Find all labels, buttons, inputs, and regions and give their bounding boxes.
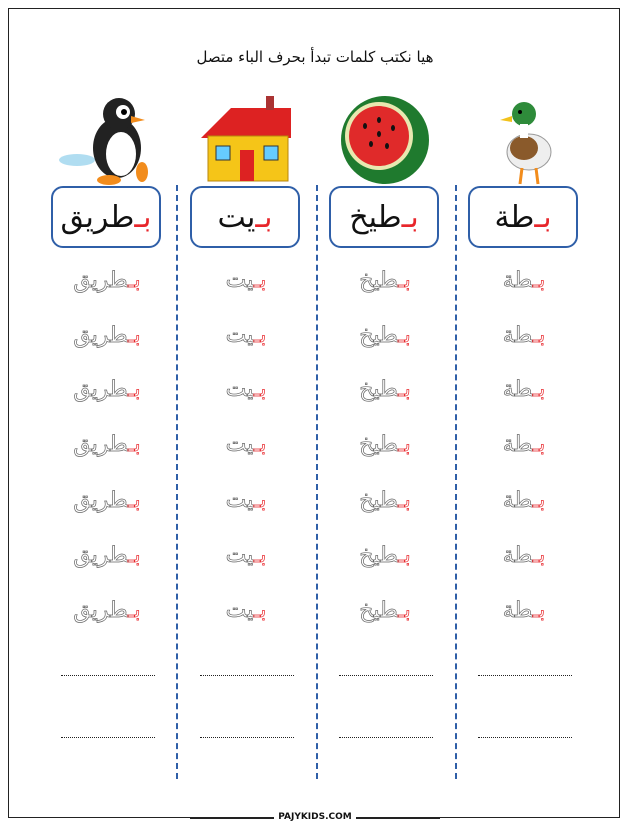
first-letter: بـ xyxy=(134,199,152,235)
trace-word[interactable]: بـيت xyxy=(225,432,267,457)
writing-line[interactable] xyxy=(61,675,155,676)
trace-word[interactable]: بـطيخ xyxy=(359,268,411,293)
first-letter: بـ xyxy=(534,199,552,235)
trace-word[interactable]: بـطة xyxy=(502,488,546,513)
trace-word[interactable]: بـطيخ xyxy=(359,323,411,348)
word-card xyxy=(468,186,578,248)
writing-line[interactable] xyxy=(200,675,294,676)
word-rest: طريق xyxy=(60,199,135,235)
trace-word[interactable]: بـطريق xyxy=(73,488,141,513)
trace-word[interactable]: بـطيخ xyxy=(359,543,411,568)
watermelon-image xyxy=(335,88,435,188)
writing-line[interactable] xyxy=(478,737,572,738)
trace-word[interactable]: بـيت xyxy=(225,323,267,348)
trace-word[interactable]: بـطة xyxy=(502,268,546,293)
house-image xyxy=(196,88,296,188)
trace-word[interactable]: بـطة xyxy=(502,543,546,568)
trace-word[interactable]: بـيت xyxy=(225,543,267,568)
trace-word[interactable]: بـطريق xyxy=(73,268,141,293)
word-card xyxy=(51,186,161,248)
duck-image xyxy=(474,88,574,188)
trace-word[interactable]: بـطة xyxy=(502,432,546,457)
trace-word[interactable]: بـطيخ xyxy=(359,598,411,623)
trace-word[interactable]: بـطريق xyxy=(73,323,141,348)
trace-word[interactable]: بـطيخ xyxy=(359,377,411,402)
word-rest: طيخ xyxy=(349,199,402,235)
trace-word[interactable]: بـطريق xyxy=(73,432,141,457)
word-card xyxy=(190,186,300,248)
penguin-image xyxy=(57,88,157,188)
trace-word[interactable]: بـيت xyxy=(225,488,267,513)
first-letter: بـ xyxy=(401,199,419,235)
worksheet-title: هيا نكتب كلمات تبدأ بحرف الباء متصل xyxy=(196,48,434,66)
trace-word[interactable]: بـطة xyxy=(502,598,546,623)
writing-line[interactable] xyxy=(200,737,294,738)
trace-word[interactable]: بـيت xyxy=(225,377,267,402)
trace-word[interactable]: بـطيخ xyxy=(359,432,411,457)
writing-line[interactable] xyxy=(478,675,572,676)
word-card xyxy=(329,186,439,248)
trace-word[interactable]: بـطة xyxy=(502,323,546,348)
writing-line[interactable] xyxy=(339,675,433,676)
word-rest: طة xyxy=(494,199,535,235)
column-divider xyxy=(316,185,318,779)
word-rest: يت xyxy=(217,199,256,235)
trace-word[interactable]: بـيت xyxy=(225,598,267,623)
trace-word[interactable]: بـطريق xyxy=(73,598,141,623)
footer-brand: PAJYKIDS.COM xyxy=(0,812,630,822)
column-divider xyxy=(455,185,457,779)
column-divider xyxy=(176,185,178,779)
trace-word[interactable]: بـيت xyxy=(225,268,267,293)
first-letter: بـ xyxy=(255,199,273,235)
trace-word[interactable]: بـطريق xyxy=(73,377,141,402)
trace-word[interactable]: بـطريق xyxy=(73,543,141,568)
writing-line[interactable] xyxy=(339,737,433,738)
trace-word[interactable]: بـطيخ xyxy=(359,488,411,513)
writing-line[interactable] xyxy=(61,737,155,738)
trace-word[interactable]: بـطة xyxy=(502,377,546,402)
